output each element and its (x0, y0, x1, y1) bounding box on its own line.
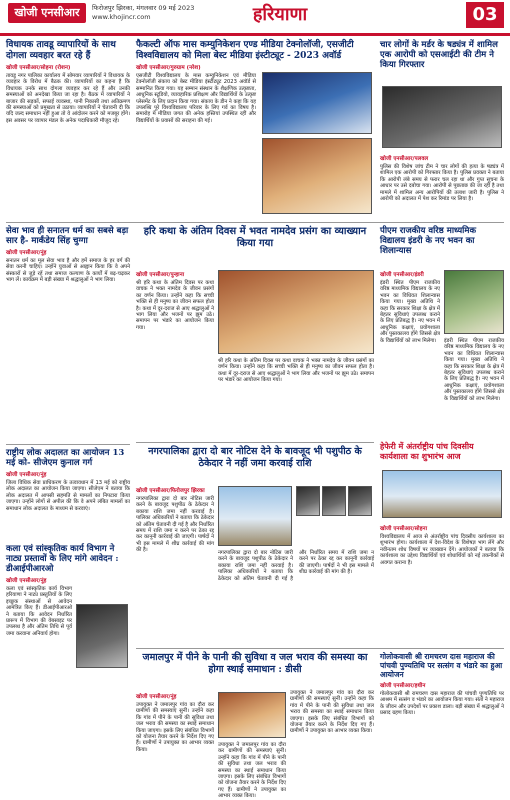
divider (6, 222, 504, 223)
byline: खोजी एनसीआर/पलवल (380, 156, 429, 162)
headline: नगरपालिका द्वारा दो बार नोटिस देने के बावजूद भी पशुपीठ के ठेकेदार ने नहीं जमा करवाई राशि (148, 446, 362, 469)
byline: खोजी एनसीआर/इंडरी (380, 272, 424, 278)
story-arts (6, 544, 130, 794)
story-body: नगरपालिका द्वारा दो बार नोटिस जारी करने के बावजूद पशुपीठ के ठेकेदार ने बकाया राशि जमा नहीं करवाई है। पालिका अधिकारियों ने बताया कि ठेकेदार को अंतिम चेतावनी दी गई है और निर्धारित समय में राशि जमा न करने पर ठेका रद्द कर कानूनी कार्रवाई की जाएगी। पार्षदों ने भी इस मामले में शीघ्र कार्रवाई की मांग की है। (136, 496, 214, 554)
portrait-photo-1 (296, 486, 320, 516)
story-body: गोलोकवासी श्री रामचरण दास महाराज की पांचवी पुण्यतिथि पर आश्रम में सत्संग व भंडारे का आयोजन किया गया। संतों ने महाराज के जीवन और उपदेशों पर प्रकाश डाला। बड़ी संख्या में श्रद्धालुओं ने प्रसाद ग्रहण किया। (380, 691, 504, 717)
headline: फैकल्टी ऑफ मास कम्युनिकेशन एण्ड मीडिया टेक्नोलॉजी, एसजीटी विश्वविद्यालय को मिला बेस्ट मीडिया इंस्टीट्यूट - 2023 अवॉर्ड (136, 40, 354, 61)
section-title: हरियाणा (252, 4, 308, 25)
headline: गोलोकवासी श्री रामचरण दास महाराज की पांचवी पुण्यतिथि पर सत्संग व भंडारे का हुआ आयोजन (380, 652, 503, 679)
byline: खोजी एनसीआर/हथीन (380, 683, 426, 689)
story-body: एसजीटी विश्वविद्यालय के मास कम्युनिकेशन एवं मीडिया टेक्नोलॉजी संकाय को बेस्ट मीडिया इंस्टीट्यूट 2023 अवॉर्ड से सम्मानित किया गया। यह सम्मान संस्थान के शैक्षणिक उत्कृष्टता, आधुनिक स्टूडियो, व्यावहारिक प्रशिक्षण और विद्यार्थियों के उत्कृष्ट प्लेसमेंट के लिए प्रदान किया गया। संकाय के डीन ने कहा कि यह उपलब्धि पूरे विश्वविद्यालय परिवार के लिए गर्व का विषय है। समारोह में मीडिया जगत की अनेक हस्तियां उपस्थित रहीं और विद्यार्थियों के प्रयासों की सराहना की गई। (136, 73, 256, 124)
story-lok-adalat (6, 448, 130, 540)
university-building-photo (382, 470, 502, 518)
masthead (0, 0, 510, 36)
byline: खोजी एनसीआर/गुरुग्राम (नरेश) (136, 65, 201, 71)
story-hari-katha-cont (218, 358, 374, 438)
story-school (380, 226, 504, 266)
story-body: नगरपालिका द्वारा दो बार नोटिस जारी करने के बावजूद पशुपीठ के ठेकेदार ने बकाया राशि जमा नहीं करवाई है। पालिका अधिकारियों ने बताया कि ठेकेदार को अंतिम चेतावनी दी गई है और निर्धारित समय में राशि जमा न करने पर ठेका रद्द कर कानूनी कार्रवाई की जाएगी। पार्षदों ने भी इस मामले में शीघ्र कार्रवाई की मांग की है। (218, 550, 374, 582)
arrest-photo (382, 86, 502, 148)
divider (136, 442, 374, 443)
story-tribute (380, 652, 504, 796)
story-hari-katha (136, 226, 374, 266)
story-body: श्री हरि कथा के अंतिम दिवस पर कथा वाचक ने भक्त नामदेव के जीवन प्रसंगों का वर्णन किया। उन्होंने कहा कि सच्ची भक्ति से ही मनुष्य का जीवन सफल होता है। कथा में दूर-दराज से आए श्रद्धालुओं ने भाग लिया और भजनों पर झूम उठे। समापन पर भंडारे का आयोजन किया गया। (218, 358, 374, 384)
byline: खोजी एनसीआर/नूंह (136, 694, 177, 700)
story-body: कला एवं सांस्कृतिक कार्य विभाग हरियाणा ने नाट्य प्रस्तुतियों के लिए इच्छुक संस्थाओं से आवेदन आमंत्रित किए हैं। डीआईपीआरओ ने बताया कि आवेदन निर्धारित प्रारूप में विभाग की वेबसाइट पर उपलब्ध है और अंतिम तिथि से पूर्व जमा करवाना अनिवार्य होगा। (6, 586, 72, 637)
byline: खोजी एनसीआर/पुन्हाना (136, 272, 185, 278)
website-text: www.khojincr.com (92, 13, 151, 21)
story-body: श्री हरि कथा के अंतिम दिवस पर कथा वाचक ने भक्त नामदेव के जीवन प्रसंगों का वर्णन किया। उन्होंने कहा कि सच्ची भक्ति से ही मनुष्य का जीवन सफल होता है। कथा में दूर-दराज से आए श्रद्धालुओं ने भाग लिया और भजनों पर झूम उठे। समापन पर भंडारे का आयोजन किया गया। (136, 280, 214, 331)
headline: हेफेरी में अंतर्राष्ट्रीय पांच दिवसीय कार्यशाला का शुभारंभ आज (380, 441, 474, 461)
page-number: 03 (466, 2, 504, 28)
story-body: इंडरी स्थित पीएम राजकीय वरिष्ठ माध्यमिक विद्यालय के नए भवन का विधिवत शिलान्यास किया गया। मुख्य अतिथि ने कहा कि सरकार शिक्षा के क्षेत्र में बेहतर सुविधाएं उपलब्ध कराने के लिए प्रतिबद्ध है। नए भवन में आधुनिक कक्षाएं, प्रयोगशाला और पुस्तकालय होंगे जिससे क्षेत्र के विद्यार्थियों को लाभ मिलेगा। (380, 280, 440, 344)
portrait-photo-2 (322, 486, 346, 516)
headline: कला एवं सांस्कृतिक कार्य विभाग ने नाट्य प्रस्तावों के लिए मांगे आवेदन : डीआईपीआरओ (6, 544, 119, 574)
byline: खोजी एनसीआर/सोहना (380, 526, 428, 532)
portrait-photo-3 (348, 486, 372, 516)
cattle-shed-photo (218, 486, 292, 546)
story-school-cont (444, 338, 504, 438)
story-notice-cont (218, 550, 374, 646)
story-body: जिला विधिक सेवा प्राधिकरण के तत्वावधान में 13 मई को राष्ट्रीय लोक अदालत का आयोजन किया जाएगा। सीजेएम ने बताया कि लोक अदालत में आपसी सहमति से मामलों का निपटारा किया जाएगा। उन्होंने लोगों से अपील की कि वे अपने लंबित मामलों का समाधान लोक अदालत के माध्यम से करवाएं। (6, 480, 130, 512)
story-notice-body (136, 484, 214, 646)
byline: खोजी एनसीआर/फिरोजपुर झिरका (136, 488, 205, 494)
story-body: सनातन धर्म का मूल सेवा भाव है और हमें समाज के हर वर्ग की सेवा करनी चाहिए। उन्होंने युवाओं से आह्वान किया कि वे अपने संस्कारों से जुड़े रहें तथा समाज कल्याण के कार्यों में बढ़-चढ़कर भाग लें। कार्यक्रम में बड़ी संख्या में श्रद्धालुओं ने भाग लिया। (6, 258, 130, 284)
story-water-cont (290, 690, 374, 796)
headline: हरि कथा के अंतिम दिवस में भवत नामदेव प्रसंग का व्याख्यान किया गया (143, 226, 367, 249)
story-body: पुलिस की विशेष जांच टीम ने चार लोगों की हत्या के षड्यंत्र में शामिल एक आरोपी को गिरफ्तार किया है। पुलिस प्रवक्ता ने बताया कि आरोपी लंबे समय से फरार चल रहा था और गुप्त सूचना के आधार पर उसे दबोचा गया। आरोपी से पूछताछ की जा रही है तथा मामले में शामिल अन्य आरोपियों की तलाश जारी है। पुलिस ने आरोपी को अदालत में पेश कर रिमांड पर लिया है। (380, 164, 504, 203)
byline: खोजी एनसीआर/नूंह (6, 578, 47, 584)
dc-meeting-photo (218, 692, 286, 738)
story-water-body (136, 690, 214, 796)
story-body: उपायुक्त ने जमालपुर गांव का दौरा कर ग्रामीणों की समस्याएं सुनीं। उन्होंने कहा कि गांव में पीने के पानी की सुविधा तथा जल भराव की समस्या का स्थाई समाधान किया जाएगा। इसके लिए संबंधित विभागों को योजना तैयार करने के निर्देश दिए गए हैं। ग्रामीणों ने उपायुक्त का आभार व्यक्त किया। (218, 742, 286, 800)
headline: चार लोगों के मर्डर के षड्यंत्र में शामिल एक आरोपी को एसआईटी की टीम ने किया गिरफ्तार (380, 40, 498, 70)
story-workshop (380, 442, 504, 466)
headline: पीएम राजकीय वरिष्ठ माध्यमिक विद्यालय इंडरी के नए भवन का शिलान्यास (380, 226, 476, 256)
headline: सेवा भाव ही सनातन धर्म का सबसे बड़ा सार है- मार्कंडेय सिंह चुग्गा (6, 226, 129, 246)
story-school-body (380, 268, 440, 438)
headline: राष्ट्रीय लोक अदालत का आयोजन 13 मई को- सीजेएम कुनाल गर्ग (6, 448, 125, 468)
story-service (6, 226, 130, 441)
divider (6, 444, 130, 445)
headline: जमालपुर में पीने के पानी की सुविधा व जल भराव की समस्या का होगा स्थाई समाधान : डीसी (142, 652, 368, 675)
divider (136, 648, 504, 649)
story-traders (6, 40, 130, 215)
story-body: उपायुक्त ने जमालपुर गांव का दौरा कर ग्रामीणों की समस्याएं सुनीं। उन्होंने कहा कि गांव में पीने के पानी की सुविधा तथा जल भराव की समस्या का स्थाई समाधान किया जाएगा। इसके लिए संबंधित विभागों को योजना तैयार करने के निर्देश दिए गए हैं। ग्रामीणों ने उपायुक्त का आभार व्यक्त किया। (290, 690, 374, 735)
story-body: विश्वविद्यालय में आज से अंतर्राष्ट्रीय पांच दिवसीय कार्यशाला का शुभारंभ होगा। कार्यशाला में देश-विदेश के विशेषज्ञ भाग लेंगे और नवीनतम शोध विषयों पर व्याख्यान देंगे। आयोजकों ने बताया कि कार्यशाला का उद्देश्य विद्यार्थियों एवं शोधार्थियों को नई तकनीकों से अवगत कराना है। (380, 534, 504, 566)
date-text: फिरोजपुर झिरका, मंगलवार 09 मई 2023 (92, 4, 195, 12)
story-body: इंडरी स्थित पीएम राजकीय वरिष्ठ माध्यमिक विद्यालय के नए भवन का विधिवत शिलान्यास किया गया। मुख्य अतिथि ने कहा कि सरकार शिक्षा के क्षेत्र में बेहतर सुविधाएं उपलब्ध कराने के लिए प्रतिबद्ध है। नए भवन में आधुनिक कक्षाएं, प्रयोगशाला और पुस्तकालय होंगे जिससे क्षेत्र के विद्यार्थियों को लाभ मिलेगा। (444, 338, 504, 402)
byline: खोजी एनसीआर/सोहना (रोशन) (6, 65, 71, 71)
school-ceremony-photo (444, 270, 504, 334)
story-hari-katha-body (136, 268, 214, 438)
newspaper-logo: खोजी एनसीआर (8, 3, 86, 23)
story-water (136, 652, 374, 686)
byline: खोजी एनसीआर/नूंह (6, 250, 47, 256)
official-portrait-photo (76, 604, 128, 668)
award-ceremony-photo (262, 72, 372, 134)
award-group-photo (262, 138, 372, 214)
story-notice (136, 446, 374, 480)
katha-speaker-photo (218, 270, 374, 354)
story-arrest-body (380, 152, 504, 222)
story-water-cont2 (218, 742, 286, 800)
story-body: उपायुक्त ने जमालपुर गांव का दौरा कर ग्रामीणों की समस्याएं सुनीं। उन्होंने कहा कि गांव में पीने के पानी की सुविधा तथा जल भराव की समस्या का स्थाई समाधान किया जाएगा। इसके लिए संबंधित विभागों को योजना तैयार करने के निर्देश दिए गए हैं। ग्रामीणों ने उपायुक्त का आभार व्यक्त किया। (136, 702, 214, 753)
headline: विधायक तावडू व्यापारियों के साथ दोगला व्यवहार बरत रहे हैं (6, 40, 116, 61)
story-workshop-body (380, 522, 504, 646)
story-body: तावडू नगर पालिका कार्यालय में सोमवार व्यापारियों ने विधायक के व्यवहार के विरोध में बैठक की। व्यापारियों का कहना है कि विधायक उनके साथ दोगला व्यवहार कर रहे हैं और उनकी समस्याओं को अनदेखा किया जा रहा है। बैठक में व्यापारियों ने बाजार की सड़कों, सफाई व्यवस्था, पानी निकासी तथा अतिक्रमण की समस्याओं को प्रमुखता से उठाया। व्यापारियों ने चेतावनी दी कि यदि जल्द समाधान नहीं हुआ तो वे आंदोलन करने को मजबूर होंगे। इस अवसर पर व्यापार मंडल के अनेक पदाधिकारी मौजूद रहे। (6, 73, 130, 124)
byline: खोजी एनसीआर/नूंह (6, 472, 47, 478)
